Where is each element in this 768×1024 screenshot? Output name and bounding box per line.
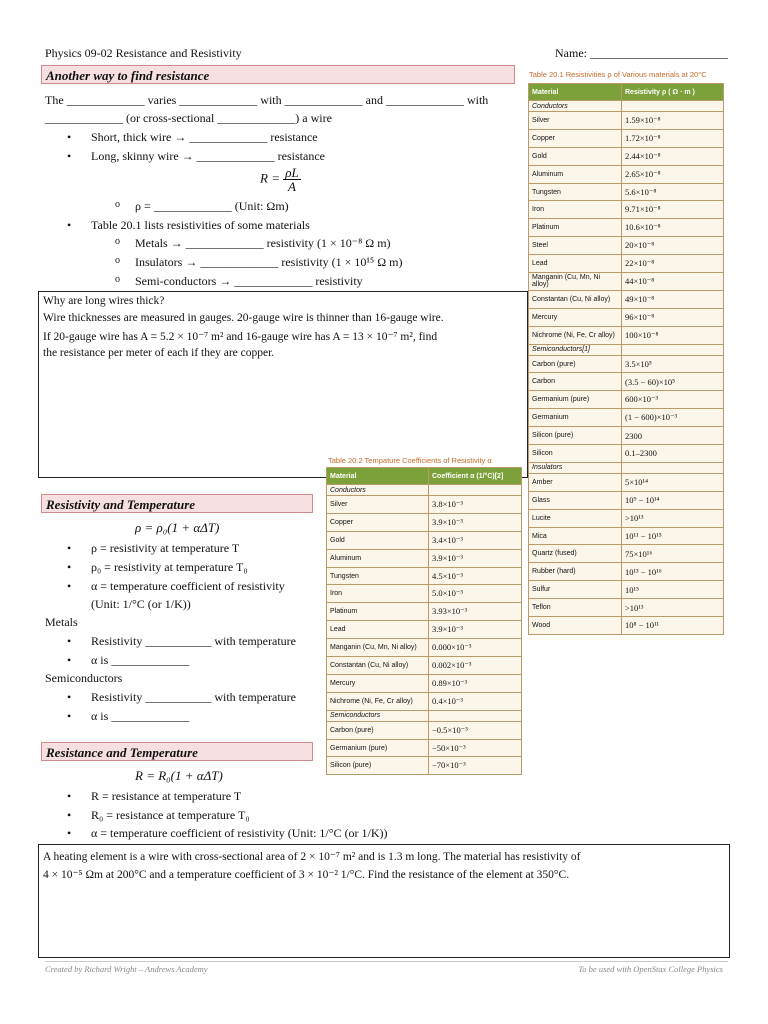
value-cell: −0.5×10⁻³ bbox=[429, 721, 522, 739]
value-cell: 5×10¹⁴ bbox=[622, 473, 724, 491]
category-label: Conductors bbox=[529, 101, 622, 112]
material-cell: Copper bbox=[327, 513, 429, 531]
table-row bbox=[529, 326, 724, 344]
table-row bbox=[529, 509, 724, 527]
category-label: Semiconductors[1] bbox=[529, 344, 622, 355]
bullet-rho0: • ρ₀ = resistivity at temperature T₀ bbox=[91, 560, 248, 575]
material-cell: Gold bbox=[327, 531, 429, 549]
table-row bbox=[529, 391, 724, 409]
fill-line-2: _____________ (or cross-sectional _____________) a wire bbox=[45, 111, 332, 125]
resistance-formula bbox=[260, 166, 301, 193]
value-cell: −70×10⁻³ bbox=[429, 757, 522, 775]
problem1-line4: the resistance per meter of each if they are copper. bbox=[43, 347, 275, 359]
table-row bbox=[529, 427, 724, 445]
value-cell: (1 − 600)×10⁻³ bbox=[622, 409, 724, 427]
material-cell: Nichrome (Ni, Fe, Cr alloy) bbox=[327, 692, 429, 710]
table-row bbox=[327, 513, 522, 531]
category-empty-cell bbox=[429, 710, 522, 721]
table-row bbox=[529, 255, 724, 273]
material-cell: Carbon (pure) bbox=[529, 355, 622, 373]
category-empty-cell bbox=[622, 344, 724, 355]
material-cell: Silicon (pure) bbox=[529, 427, 622, 445]
value-cell: 3.5×10⁵ bbox=[622, 355, 724, 373]
category-label: Semiconductors bbox=[327, 710, 429, 721]
table-row bbox=[327, 674, 522, 692]
material-cell: Germanium (pure) bbox=[529, 391, 622, 409]
material-cell: Rubber (hard) bbox=[529, 563, 622, 581]
table-row bbox=[529, 545, 724, 563]
section-heading-another-way: Another way to find resistance bbox=[41, 65, 515, 84]
material-cell: Mercury bbox=[529, 308, 622, 326]
value-cell: 3.9×10⁻³ bbox=[429, 621, 522, 639]
value-cell: 22×10⁻⁸ bbox=[622, 255, 724, 273]
value-cell: 10¹³ − 10¹⁶ bbox=[622, 563, 724, 581]
alpha-unit: (Unit: 1/°C (or 1/K)) bbox=[91, 597, 191, 611]
table-row bbox=[327, 567, 522, 585]
value-cell: 10⁹ − 10¹⁴ bbox=[622, 491, 724, 509]
value-cell: >10¹³ bbox=[622, 509, 724, 527]
value-cell: 0.1–2300 bbox=[622, 445, 724, 463]
fill-line-1: The _____________ varies _____________ with _____________ and _____________ with bbox=[45, 93, 489, 107]
value-cell: 10¹¹ − 10¹⁵ bbox=[622, 527, 724, 545]
bullet-metals-resistivity: • Resistivity ___________ with temperature bbox=[91, 634, 296, 649]
table-row bbox=[327, 585, 522, 603]
table-row bbox=[327, 657, 522, 675]
resistance-temp-formula: R = R₀(1 + αΔT) bbox=[135, 768, 223, 783]
material-cell: Tungsten bbox=[327, 567, 429, 585]
material-cell: Lead bbox=[327, 621, 429, 639]
footer-usage: To be used with OpenStax College Physics bbox=[578, 964, 723, 974]
value-cell: 2300 bbox=[622, 427, 724, 445]
table-row bbox=[529, 409, 724, 427]
table2-col-coefficient: Coefficient α (1/°C)[2] bbox=[429, 468, 522, 485]
table-category-row bbox=[529, 344, 724, 355]
material-cell: Copper bbox=[529, 129, 622, 147]
problem1-line3: If 20-gauge wire has A = 5.2 × 10⁻⁷ m² and 16-gauge wire has A = 13 × 10⁻⁷ m², find bbox=[43, 331, 438, 343]
name-field-label: Name: _______________________ bbox=[555, 46, 728, 60]
material-cell: Silicon (pure) bbox=[327, 757, 429, 775]
bullet-metals-alpha: • α is _____________ bbox=[91, 653, 189, 668]
sub-insulators: o Insulators → _____________ resistivity (1 × 10¹⁵ Ω m) bbox=[135, 255, 402, 270]
table-row bbox=[529, 129, 724, 147]
document-title: Physics 09-02 Resistance and Resistivity bbox=[45, 46, 242, 60]
bullet-rho: • ρ = resistivity at temperature T bbox=[91, 541, 239, 556]
semiconductors-heading: Semiconductors bbox=[45, 671, 123, 685]
material-cell: Constantan (Cu, Ni alloy) bbox=[327, 657, 429, 675]
value-cell: 2.44×10⁻⁸ bbox=[622, 147, 724, 165]
value-cell: 1.59×10⁻⁸ bbox=[622, 112, 724, 130]
table-row bbox=[327, 757, 522, 775]
value-cell: 1.72×10⁻⁸ bbox=[622, 129, 724, 147]
material-cell: Lead bbox=[529, 255, 622, 273]
value-cell: 0.002×10⁻³ bbox=[429, 657, 522, 675]
table-row bbox=[529, 219, 724, 237]
material-cell: Aluminum bbox=[327, 549, 429, 567]
material-cell: Iron bbox=[529, 201, 622, 219]
resistivity-table bbox=[528, 83, 724, 635]
table-row bbox=[529, 491, 724, 509]
problem2-line2: 4 × 10⁻⁵ Ωm at 200°C and a temperature coefficient of 3 × 10⁻² 1/°C. Find the resistance of the element at 350°C. bbox=[43, 869, 570, 881]
material-cell: Steel bbox=[529, 237, 622, 255]
value-cell: 96×10⁻⁸ bbox=[622, 308, 724, 326]
table-row bbox=[327, 639, 522, 657]
formula-fraction bbox=[283, 166, 300, 193]
value-cell: (3.5 − 60)×10⁵ bbox=[622, 373, 724, 391]
bullet-R0: • R₀ = resistance at temperature T₀ bbox=[91, 808, 250, 823]
bullet-semis-resistivity: • Resistivity ___________ with temperature bbox=[91, 690, 296, 705]
table1-caption: Table 20.1 Resistivities ρ of Various materials at 20°C bbox=[529, 70, 707, 79]
material-cell: Silver bbox=[529, 112, 622, 130]
formula-numerator: ρL bbox=[285, 165, 299, 180]
value-cell: 0.89×10⁻³ bbox=[429, 674, 522, 692]
value-cell: 0.000×10⁻³ bbox=[429, 639, 522, 657]
material-cell: Manganin (Cu, Mn, Ni alloy) bbox=[529, 273, 622, 291]
value-cell: 75×10¹⁶ bbox=[622, 545, 724, 563]
footer-credit: Created by Richard Wright – Andrews Academy bbox=[45, 964, 208, 974]
table-category-row bbox=[327, 485, 522, 496]
value-cell: >10¹³ bbox=[622, 599, 724, 617]
bullet-alpha: • α = temperature coefficient of resistivity bbox=[91, 579, 285, 594]
material-cell: Iron bbox=[327, 585, 429, 603]
value-cell: 100×10⁻⁸ bbox=[622, 326, 724, 344]
table-row bbox=[327, 692, 522, 710]
material-cell: Gold bbox=[529, 147, 622, 165]
material-cell: Manganin (Cu, Mn, Ni alloy) bbox=[327, 639, 429, 657]
category-empty-cell bbox=[622, 101, 724, 112]
value-cell: 44×10⁻⁸ bbox=[622, 273, 724, 291]
material-cell: Glass bbox=[529, 491, 622, 509]
material-cell: Lucite bbox=[529, 509, 622, 527]
material-cell: Wood bbox=[529, 617, 622, 635]
table-category-row bbox=[529, 101, 724, 112]
material-cell: Germanium (pure) bbox=[327, 739, 429, 757]
table-row bbox=[529, 581, 724, 599]
problem-box-wires[interactable] bbox=[38, 291, 528, 478]
table-row bbox=[529, 273, 724, 291]
bullet-alpha-R: • α = temperature coefficient of resistivity (Unit: 1/°C (or 1/K)) bbox=[91, 826, 388, 841]
material-cell: Mica bbox=[529, 527, 622, 545]
sub-rho: o ρ = _____________ (Unit: Ωm) bbox=[135, 199, 289, 214]
value-cell: 3.4×10⁻³ bbox=[429, 531, 522, 549]
metals-heading: Metals bbox=[45, 615, 78, 629]
table-row bbox=[529, 617, 724, 635]
material-cell: Silicon bbox=[529, 445, 622, 463]
table-row bbox=[327, 621, 522, 639]
sub-semiconductors: o Semi-conductors → _____________ resistivity bbox=[135, 274, 363, 289]
temperature-coefficient-table bbox=[326, 467, 522, 775]
value-cell: 3.93×10⁻³ bbox=[429, 603, 522, 621]
category-empty-cell bbox=[622, 462, 724, 473]
section-heading-resistance-temperature: Resistance and Temperature bbox=[41, 742, 313, 761]
table-row bbox=[529, 147, 724, 165]
table-row bbox=[529, 183, 724, 201]
value-cell: 3.9×10⁻³ bbox=[429, 513, 522, 531]
table-row bbox=[529, 445, 724, 463]
formula-lhs: R = bbox=[260, 170, 284, 186]
material-cell: Platinum bbox=[327, 603, 429, 621]
bullet-table-ref: • Table 20.1 lists resistivities of some materials bbox=[91, 218, 310, 233]
material-cell: Carbon (pure) bbox=[327, 721, 429, 739]
table1-col-material: Material bbox=[529, 84, 622, 101]
value-cell: 3.8×10⁻³ bbox=[429, 496, 522, 514]
material-cell: Constantan (Cu, Ni alloy) bbox=[529, 290, 622, 308]
material-cell: Sulfur bbox=[529, 581, 622, 599]
table-row bbox=[529, 527, 724, 545]
category-label: Conductors bbox=[327, 485, 429, 496]
table-row bbox=[529, 599, 724, 617]
material-cell: Carbon bbox=[529, 373, 622, 391]
table-row bbox=[327, 721, 522, 739]
value-cell: 3.9×10⁻³ bbox=[429, 549, 522, 567]
table-category-row bbox=[529, 462, 724, 473]
value-cell: 10¹⁵ bbox=[622, 581, 724, 599]
table2-caption: Table 20.2 Tempature Coefficients of Resistivity α bbox=[328, 456, 492, 465]
resistivity-temp-formula: ρ = ρ₀(1 + αΔT) bbox=[135, 520, 220, 535]
material-cell: Platinum bbox=[529, 219, 622, 237]
value-cell: 600×10⁻³ bbox=[622, 391, 724, 409]
table-category-row bbox=[327, 710, 522, 721]
value-cell: −50×10⁻³ bbox=[429, 739, 522, 757]
table-row bbox=[529, 355, 724, 373]
table-row bbox=[529, 165, 724, 183]
sub-metals: o Metals → _____________ resistivity (1 × 10⁻⁸ Ω m) bbox=[135, 236, 391, 251]
bullet-semis-alpha: • α is _____________ bbox=[91, 709, 189, 724]
material-cell: Nichrome (Ni, Fe, Cr alloy) bbox=[529, 326, 622, 344]
category-empty-cell bbox=[429, 485, 522, 496]
material-cell: Germanium bbox=[529, 409, 622, 427]
formula-denominator: A bbox=[287, 179, 296, 194]
material-cell: Mercury bbox=[327, 674, 429, 692]
value-cell: 49×10⁻⁸ bbox=[622, 290, 724, 308]
table-row bbox=[327, 603, 522, 621]
table-row bbox=[529, 112, 724, 130]
material-cell: Tungsten bbox=[529, 183, 622, 201]
value-cell: 4.5×10⁻³ bbox=[429, 567, 522, 585]
table-row bbox=[529, 473, 724, 491]
section-heading-resistivity-temperature: Resistivity and Temperature bbox=[41, 494, 313, 513]
material-cell: Silver bbox=[327, 496, 429, 514]
value-cell: 5.6×10⁻⁸ bbox=[622, 183, 724, 201]
table2-col-material: Material bbox=[327, 468, 429, 485]
value-cell: 0.4×10⁻³ bbox=[429, 692, 522, 710]
table-row bbox=[529, 237, 724, 255]
bullet-short-thick: • Short, thick wire → _____________ resistance bbox=[91, 130, 318, 145]
problem1-line1: Why are long wires thick? bbox=[43, 295, 165, 307]
table-row bbox=[327, 531, 522, 549]
table1-col-resistivity: Resistivity ρ ( Ω · m ) bbox=[622, 84, 724, 101]
table-row bbox=[529, 308, 724, 326]
value-cell: 9.71×10⁻⁸ bbox=[622, 201, 724, 219]
material-cell: Quartz (fused) bbox=[529, 545, 622, 563]
problem-box-heating-element[interactable] bbox=[38, 844, 730, 958]
value-cell: 10⁸ − 10¹¹ bbox=[622, 617, 724, 635]
table-row bbox=[327, 739, 522, 757]
material-cell: Aluminum bbox=[529, 165, 622, 183]
table-row bbox=[327, 496, 522, 514]
material-cell: Amber bbox=[529, 473, 622, 491]
table-row bbox=[529, 290, 724, 308]
table-row bbox=[327, 549, 522, 567]
problem2-line1: A heating element is a wire with cross-sectional area of 2 × 10⁻⁷ m² and is 1.3 m long. The material has resistivity of bbox=[43, 851, 581, 863]
footer-rule bbox=[45, 961, 728, 962]
problem1-line2: Wire thicknesses are measured in gauges. 20-gauge wire is thinner than 16-gauge wire. bbox=[43, 312, 444, 324]
material-cell: Teflon bbox=[529, 599, 622, 617]
bullet-R: • R = resistance at temperature T bbox=[91, 789, 241, 804]
category-label: Insulators bbox=[529, 462, 622, 473]
table-row bbox=[529, 201, 724, 219]
table-row bbox=[529, 373, 724, 391]
table-row bbox=[529, 563, 724, 581]
value-cell: 20×10⁻⁸ bbox=[622, 237, 724, 255]
bullet-long-skinny: • Long, skinny wire → _____________ resistance bbox=[91, 149, 325, 164]
value-cell: 5.0×10⁻³ bbox=[429, 585, 522, 603]
value-cell: 2.65×10⁻⁸ bbox=[622, 165, 724, 183]
value-cell: 10.6×10⁻⁸ bbox=[622, 219, 724, 237]
